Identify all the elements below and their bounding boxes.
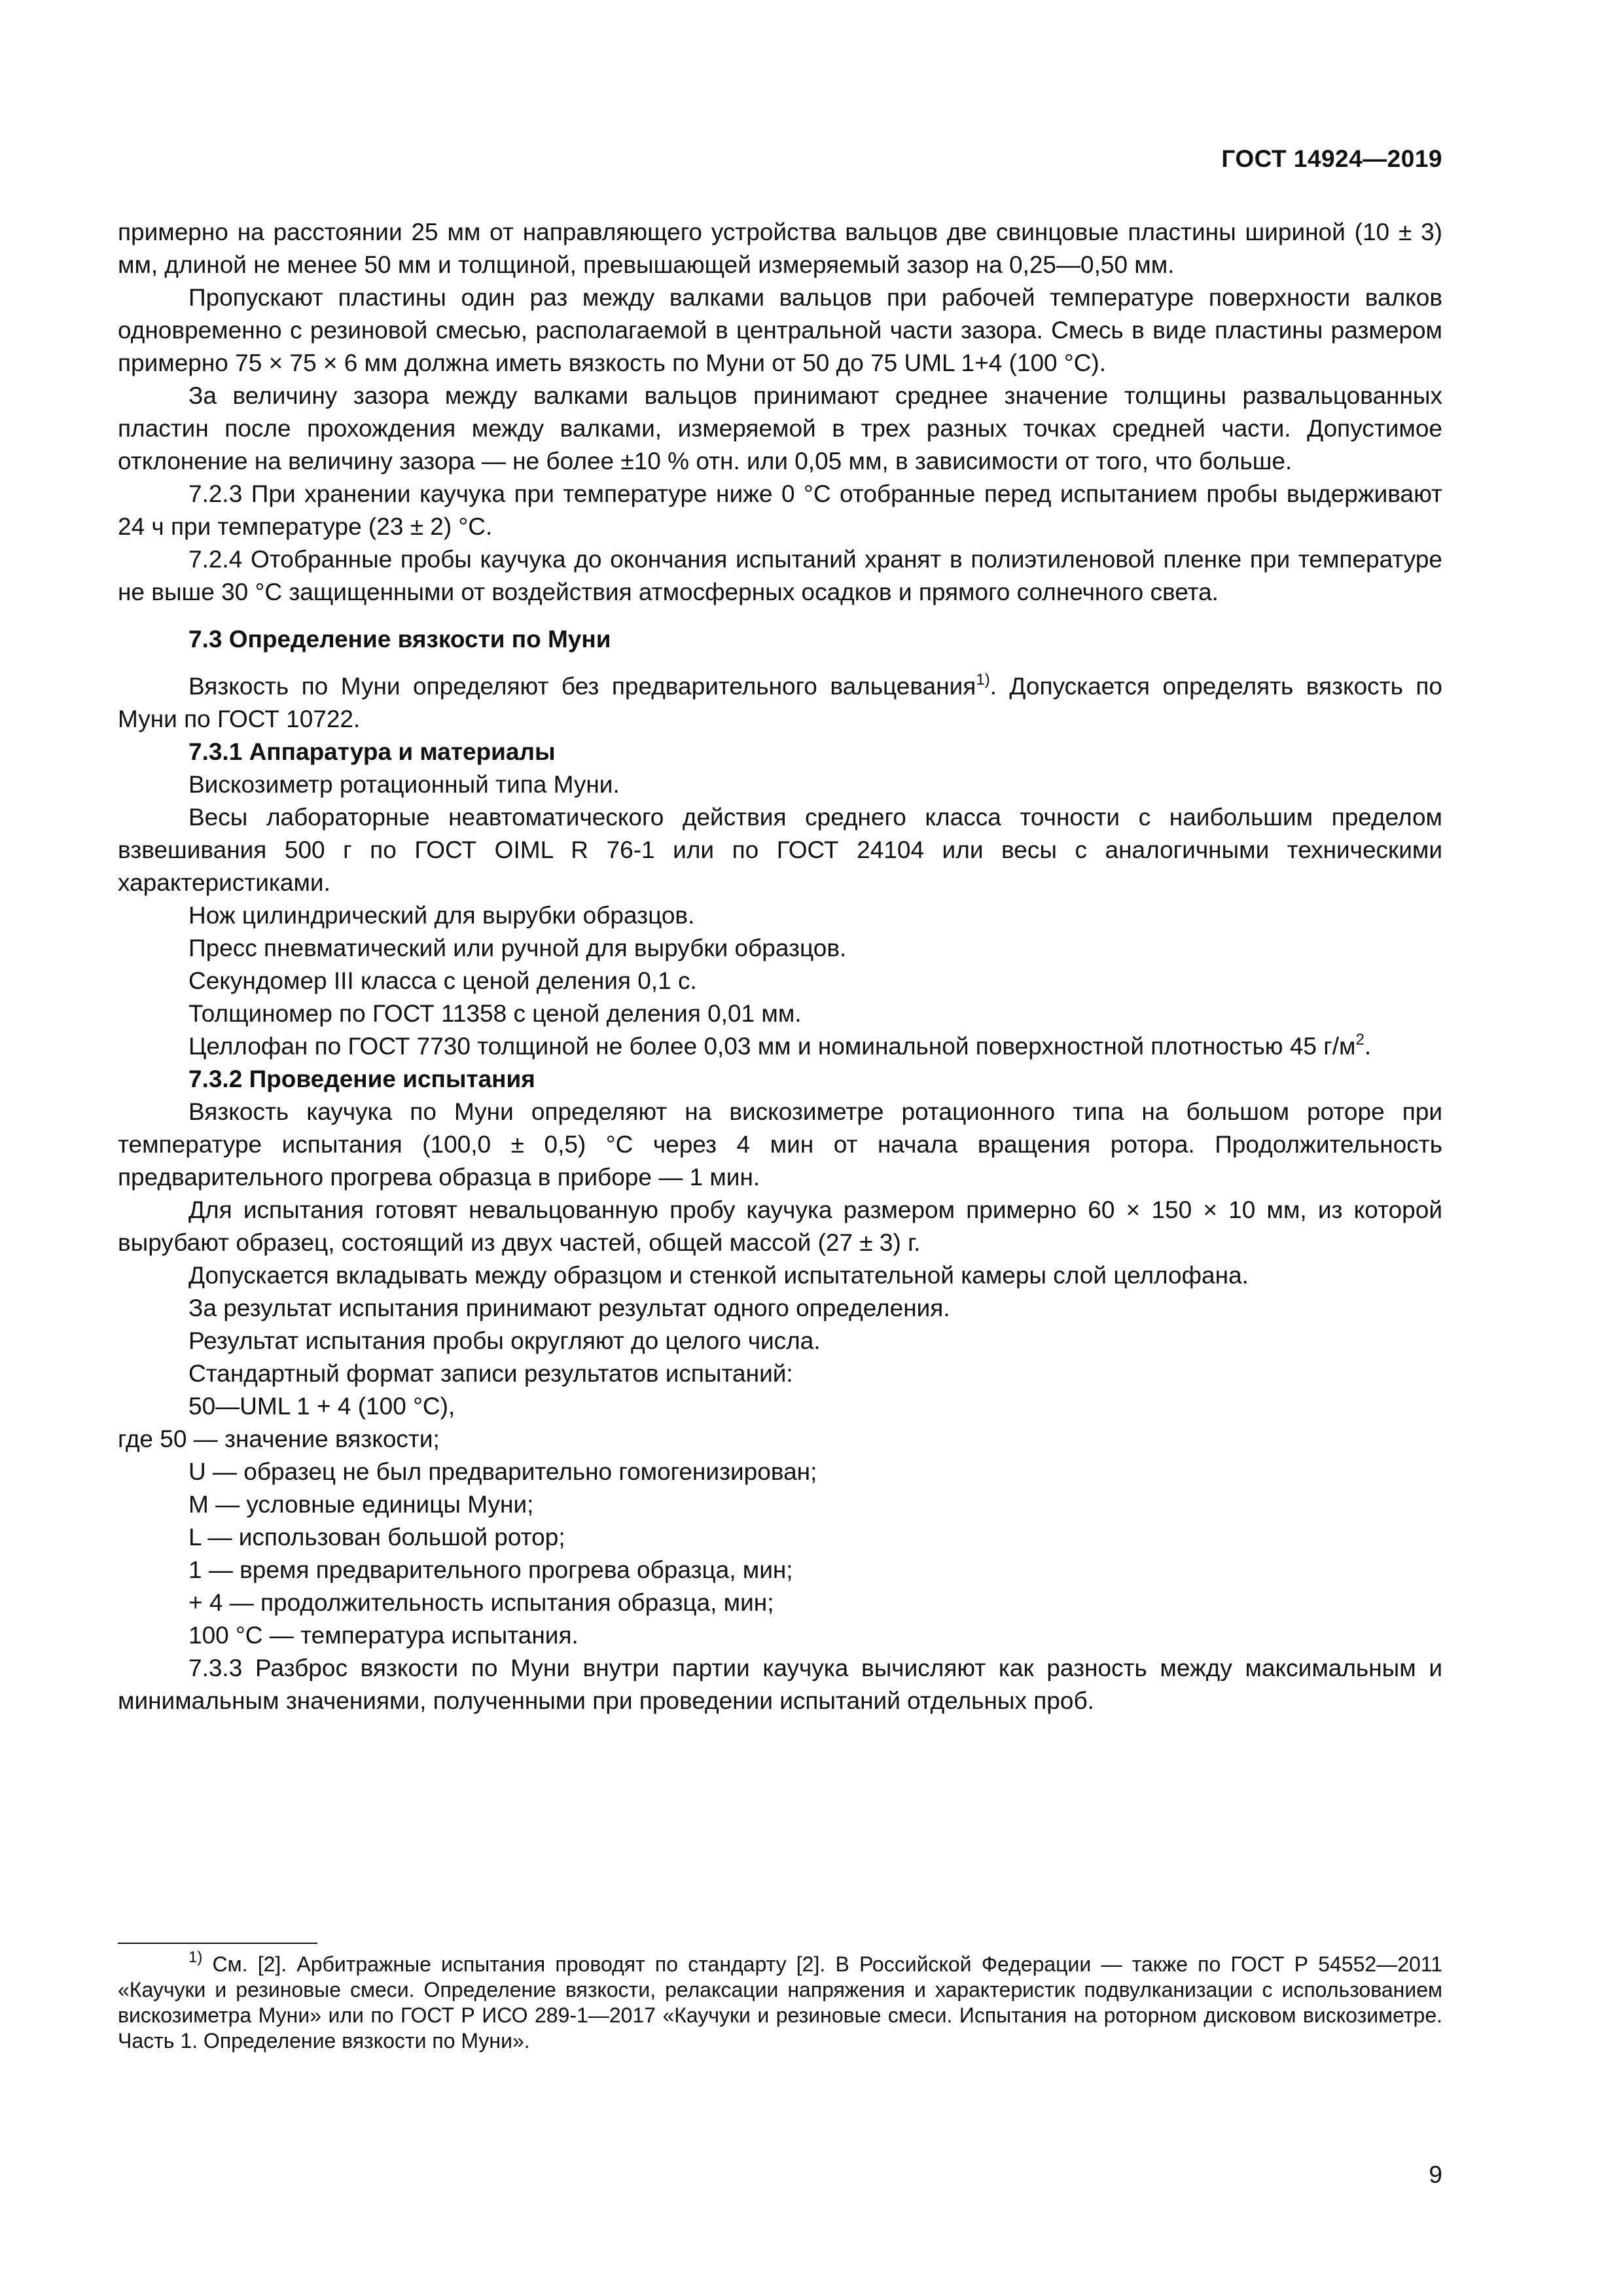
paragraph: Пресс пневматический или ручной для вырубки образцов. [188,935,847,961]
paragraph: Секундомер III класса с ценой деления 0,1 с. [188,967,697,994]
paragraph: примерно на расстоянии 25 мм от направляющего устройства вальцов две свинцовые пластины шириной (10 ± 3) мм, длиной не менее 50 мм и толщиной, превышающей измеряемый зазор на 0,25—0,50 мм. [118,219,1442,278]
explanation-line: 1 — время предварительного прогрева образца, мин; [188,1556,793,1583]
paragraph: Результат испытания пробы округляют до целого числа. [188,1327,821,1354]
formula-line: 50—UML 1 + 4 (100 °C), [188,1393,455,1420]
paragraph: Толщиномер по ГОСТ 11358 с ценой деления 0,01 мм. [188,1000,802,1027]
explanation-line: L — использован большой ротор; [188,1524,565,1551]
footnote [118,1948,1442,2054]
paragraph-text: . Допускается определять вязкость по Муни по ГОСТ 10722. [118,673,1442,732]
paragraph: Допускается вкладывать между образцом и стенкой испытательной камеры слой целлофана. [188,1262,1249,1289]
paragraph: Вискозиметр ротационный типа Муни. [188,771,620,798]
paragraph: Стандартный формат записи результатов испытаний: [188,1360,793,1387]
document-header: ГОСТ 14924—2019 [1221,145,1442,172]
superscript: 2 [1355,1030,1364,1049]
paragraph: За величину зазора между валками вальцов принимают среднее значение толщины развальцованных пластин после прохождения между валками, измеряемой в трех разных точках средней части. Допустимое отклонение на величину зазора — не более ±10 % отн. или 0,05 мм, в зависимости от того, что больше. [118,382,1442,475]
section-heading-7-3-2: 7.3.2 Проведение испытания [188,1066,535,1092]
footnote-separator [118,1943,317,1944]
paragraph: Весы лабораторные неавтоматического действия среднего класса точности с наибольшим пределом взвешивания 500 г по ГОСТ OIML R 76-1 или по ГОСТ 24104 или весы с аналогичными техническими характеристиками. [118,804,1442,896]
explanation-line: + 4 — продолжительность испытания образца, мин; [188,1589,774,1616]
footnote-marker: 1) [188,1948,203,1967]
paragraph: 7.2.3 При хранении каучука при температуре ниже 0 °C отобранные перед испытанием пробы выдерживают 24 ч при температуре (23 ± 2) °C. [118,480,1442,540]
explanation-line: U — образец не был предварительно гомогенизирован; [188,1458,817,1485]
paragraph: Нож цилиндрический для вырубки образцов. [188,902,695,929]
footnote-reference: 1) [976,670,990,689]
section-heading-7-3: 7.3 Определение вязкости по Муни [188,626,611,653]
paragraph-text: Целлофан по ГОСТ 7730 толщиной не более 0,03 мм и номинальной поверхностной плотностью 45 г/м [188,1033,1356,1060]
explanation-line: где 50 — значение вязкости; [118,1426,440,1452]
page-number: 9 [1429,2161,1442,2188]
paragraph-text: Вязкость по Муни определяют без предварительного вальцевания [188,673,976,700]
explanation-line: M — условные единицы Муни; [188,1491,534,1518]
paragraph [118,1030,1442,1063]
paragraph: Для испытания готовят невальцованную пробу каучука размером примерно 60 × 150 × 10 мм, из которой вырубают образец, состоящий из двух частей, общей массой (27 ± 3) г. [118,1196,1442,1256]
paragraph-text: . [1364,1033,1372,1060]
paragraph: 7.3.3 Разброс вязкости по Муни внутри партии каучука вычисляют как разность между максимальным и минимальным значениями, полученными при проведении испытаний отдельных проб. [118,1655,1442,1714]
paragraph: За результат испытания принимают результат одного определения. [188,1295,950,1321]
paragraph [118,670,1442,736]
paragraph: 7.2.4 Отобранные пробы каучука до окончания испытаний хранят в полиэтиленовой пленке при температуре не выше 30 °C защищенными от воздействия атмосферных осадков и прямого солнечного света. [118,546,1442,605]
section-heading-7-3-1: 7.3.1 Аппаратура и материалы [188,738,556,765]
paragraph: Вязкость каучука по Муни определяют на вискозиметре ротационного типа на большом роторе при температуре испытания (100,0 ± 0,5) °C через 4 мин от начала вращения ротора. Продолжительность предварительного прогрева образца в приборе — 1 мин. [118,1098,1442,1191]
document-body [118,216,1442,1717]
explanation-line: 100 °C — температура испытания. [188,1622,579,1649]
paragraph: Пропускают пластины один раз между валками вальцов при рабочей температуре поверхности валков одновременно с резиновой смесью, располагаемой в центральной части зазора. Смесь в виде пластины размером примерно 75 × 75 × 6 мм должна иметь вязкость по Муни от 50 до 75 UML 1+4 (100 °C). [118,284,1442,376]
footnote-text: См. [2]. Арбитражные испытания проводят по стандарту [2]. В Российской Федерации — также по ГОСТ Р 54552—2011 «Каучуки и резиновые смеси. Определение вязкости, релаксации напряжения и характеристик подвулканизации с использованием вискозиметра Муни» или по ГОСТ Р ИСО 289-1—2017 «Каучуки и резиновые смеси. Испытания на роторном дисковом вискозиметре. Часть 1. Определение вязкости по Муни». [118,1952,1442,2053]
